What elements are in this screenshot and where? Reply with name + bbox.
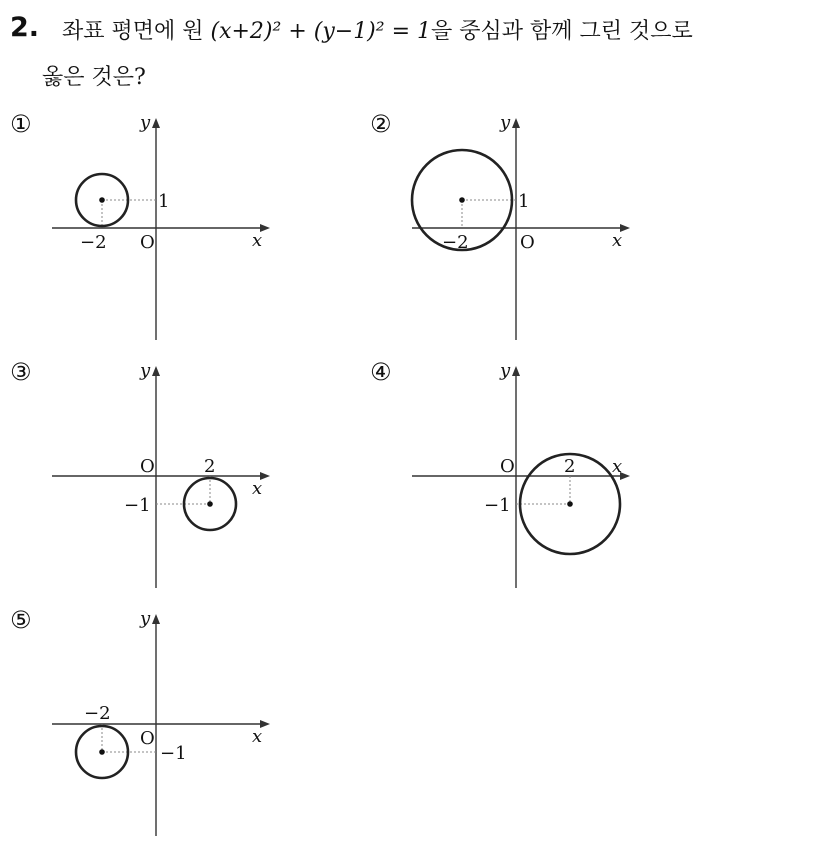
center-y-label: −1 <box>124 495 151 516</box>
x-axis-label: x <box>612 230 623 251</box>
y-axis-label: y <box>140 112 151 133</box>
center-point <box>207 501 213 507</box>
center-point <box>99 749 105 755</box>
question-number: 2. <box>10 12 40 43</box>
center-point <box>459 197 465 203</box>
option-1-graph[interactable] <box>44 108 274 348</box>
y-axis-arrow <box>512 366 520 376</box>
y-axis-arrow <box>152 118 160 128</box>
origin-label: O <box>140 232 155 253</box>
y-axis-label: y <box>140 608 151 629</box>
center-y-label: −1 <box>160 743 187 764</box>
option-3-label[interactable]: ③ <box>10 358 32 386</box>
circle-equation: (x+2)² + (y−1)² = 1 <box>210 19 432 44</box>
origin-label: O <box>500 456 515 477</box>
option-5-label[interactable]: ⑤ <box>10 606 32 634</box>
x-axis-label: x <box>252 478 263 499</box>
center-y-label: 1 <box>158 191 170 212</box>
question-stem-line2: 옳은 것은? <box>42 65 146 90</box>
option-1-label[interactable]: ① <box>10 110 32 138</box>
option-2-label[interactable]: ② <box>370 110 392 138</box>
y-axis-label: y <box>140 360 151 381</box>
stem-text-after: 을 중심과 함께 그린 것으로 <box>431 19 693 44</box>
x-axis-label: x <box>252 726 263 747</box>
y-axis-label: y <box>500 360 511 381</box>
center-point <box>99 197 105 203</box>
x-axis-label: x <box>252 230 263 251</box>
center-x-label: −2 <box>80 232 107 253</box>
origin-label: O <box>140 728 155 749</box>
origin-label: O <box>520 232 535 253</box>
y-axis-arrow <box>152 614 160 624</box>
center-x-label: 2 <box>204 456 216 477</box>
question-stem-line1 <box>62 14 693 45</box>
y-axis-arrow <box>152 366 160 376</box>
center-x-label: 2 <box>564 456 576 477</box>
y-axis-label: y <box>500 112 511 133</box>
center-y-label: 1 <box>518 191 530 212</box>
option-2-graph[interactable] <box>404 108 634 348</box>
stem-text-before: 좌표 평면에 원 <box>62 19 204 44</box>
option-5-graph[interactable] <box>44 604 274 844</box>
center-point <box>567 501 573 507</box>
option-4-label[interactable]: ④ <box>370 358 392 386</box>
y-axis-arrow <box>512 118 520 128</box>
x-axis-label: x <box>612 456 623 477</box>
option-3-graph[interactable] <box>44 356 274 596</box>
center-x-label: −2 <box>84 703 111 724</box>
option-4-graph[interactable] <box>404 356 634 596</box>
center-x-label: −2 <box>442 232 469 253</box>
center-y-label: −1 <box>484 495 511 516</box>
origin-label: O <box>140 456 155 477</box>
